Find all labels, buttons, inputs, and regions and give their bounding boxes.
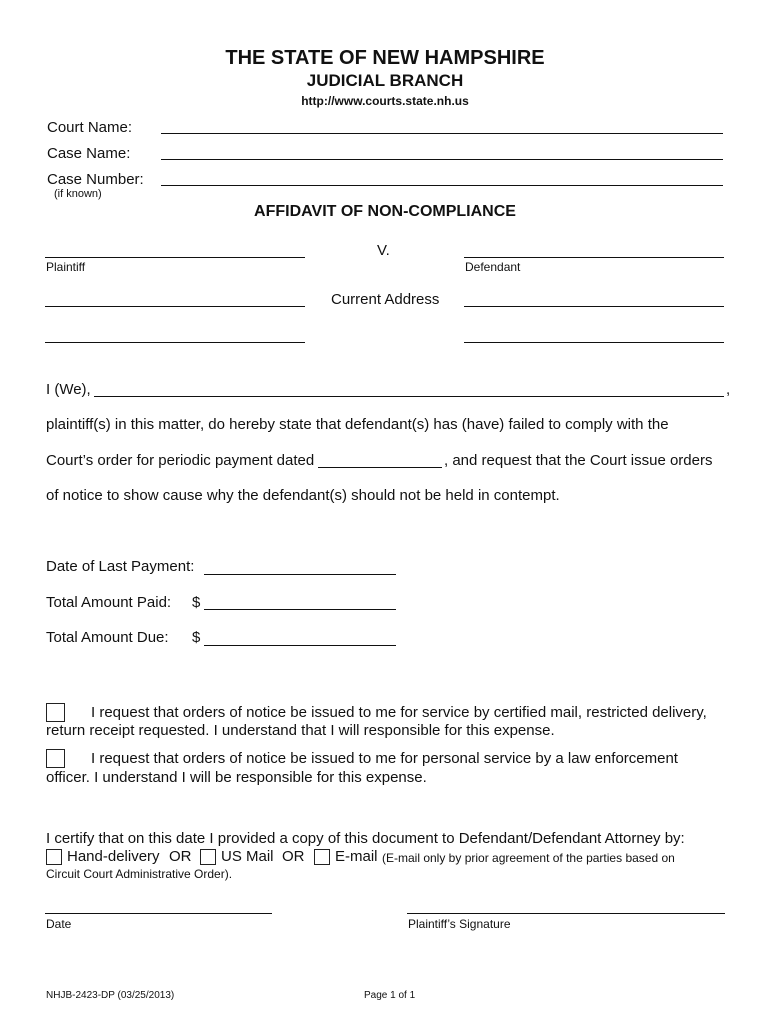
certified-mail-checkbox[interactable] xyxy=(46,703,65,722)
defendant-address-line2[interactable] xyxy=(464,342,724,343)
if-known-note: (if known) xyxy=(54,188,102,200)
plaintiff-signature-field[interactable] xyxy=(407,913,725,914)
email-note-period: . xyxy=(228,867,233,881)
case-name-label: Case Name: xyxy=(47,145,131,162)
personal-request-line2: officer. I understand I will be responsible for this expense. xyxy=(46,769,427,786)
date-last-payment-label: Date of Last Payment: xyxy=(46,558,195,575)
date-last-payment-field[interactable] xyxy=(204,574,396,575)
affiant-name-field[interactable] xyxy=(94,396,724,397)
defendant-address-line1[interactable] xyxy=(464,306,724,307)
certified-request-line2: return receipt requested. I understand that I will responsible for this expense. xyxy=(46,722,555,739)
us-mail-checkbox[interactable] xyxy=(200,849,216,865)
statement-line-3: of notice to show cause why the defendant(s) should not be held in contempt. xyxy=(46,487,560,504)
certified-request-line1: I request that orders of notice be issued to me for service by certified mail, restricted delivery, xyxy=(91,704,707,721)
case-name-field[interactable] xyxy=(161,159,723,160)
certify-text: I certify that on this date I provided a copy of this document to Defendant/Defendant Attorney by: xyxy=(46,830,685,847)
plaintiff-signature-label: Plaintiff’s Signature xyxy=(408,917,511,931)
total-due-label: Total Amount Due: xyxy=(46,629,169,646)
case-number-field[interactable] xyxy=(161,185,723,186)
branch-title: JUDICIAL BRANCH xyxy=(306,71,464,90)
form-title: AFFIDAVIT OF NON-COMPLIANCE xyxy=(254,203,516,220)
us-mail-label: US Mail xyxy=(221,848,274,865)
plaintiff-address-line2[interactable] xyxy=(45,342,305,343)
court-name-field[interactable] xyxy=(161,133,723,134)
total-paid-field[interactable] xyxy=(204,609,396,610)
plaintiff-name-field[interactable] xyxy=(45,257,305,258)
defendant-name-field[interactable] xyxy=(464,257,724,258)
email-checkbox[interactable] xyxy=(314,849,330,865)
statement-line-2a: Court’s order for periodic payment dated xyxy=(46,452,315,469)
defendant-label: Defendant xyxy=(465,260,521,274)
statement-line-1: plaintiff(s) in this matter, do hereby state that defendant(s) has (have) failed to comply with the xyxy=(46,416,669,433)
date-label: Date xyxy=(46,917,72,931)
date-signature-field[interactable] xyxy=(45,913,272,914)
plaintiff-address-line1[interactable] xyxy=(45,306,305,307)
order-date-field[interactable] xyxy=(318,467,442,468)
email-label: E-mail xyxy=(335,848,378,865)
total-due-field[interactable] xyxy=(204,645,396,646)
state-title: THE STATE OF NEW HAMPSHIRE xyxy=(225,47,545,69)
personal-request-line1: I request that orders of notice be issued to me for personal service by a law enforcement xyxy=(91,750,678,767)
current-address-label: Current Address xyxy=(331,291,440,308)
or-label-1: OR xyxy=(169,848,192,865)
comma: , xyxy=(726,381,731,398)
total-paid-currency: $ xyxy=(192,594,201,611)
hand-delivery-label: Hand-delivery xyxy=(67,848,160,865)
total-paid-label: Total Amount Paid: xyxy=(46,594,172,611)
email-note-2-text: Circuit Court Administrative Order) xyxy=(46,867,229,881)
email-note-2 xyxy=(46,867,232,881)
case-number-label: Case Number: xyxy=(47,171,144,188)
court-url: http://www.courts.state.nh.us xyxy=(301,94,469,108)
plaintiff-label: Plaintiff xyxy=(46,260,86,274)
statement-line-2b: , and request that the Court issue orders xyxy=(444,452,713,469)
page-number: Page 1 of 1 xyxy=(364,990,416,1001)
court-name-label: Court Name: xyxy=(47,119,133,136)
i-we-label: I (We), xyxy=(46,381,91,398)
versus-label: V. xyxy=(377,242,390,259)
email-note: (E-mail only by prior agreement of the parties based on xyxy=(382,851,675,865)
form-id: NHJB-2423-DP (03/25/2013) xyxy=(46,990,175,1001)
personal-service-checkbox[interactable] xyxy=(46,749,65,768)
or-label-2: OR xyxy=(282,848,305,865)
hand-delivery-checkbox[interactable] xyxy=(46,849,62,865)
total-due-currency: $ xyxy=(192,629,201,646)
